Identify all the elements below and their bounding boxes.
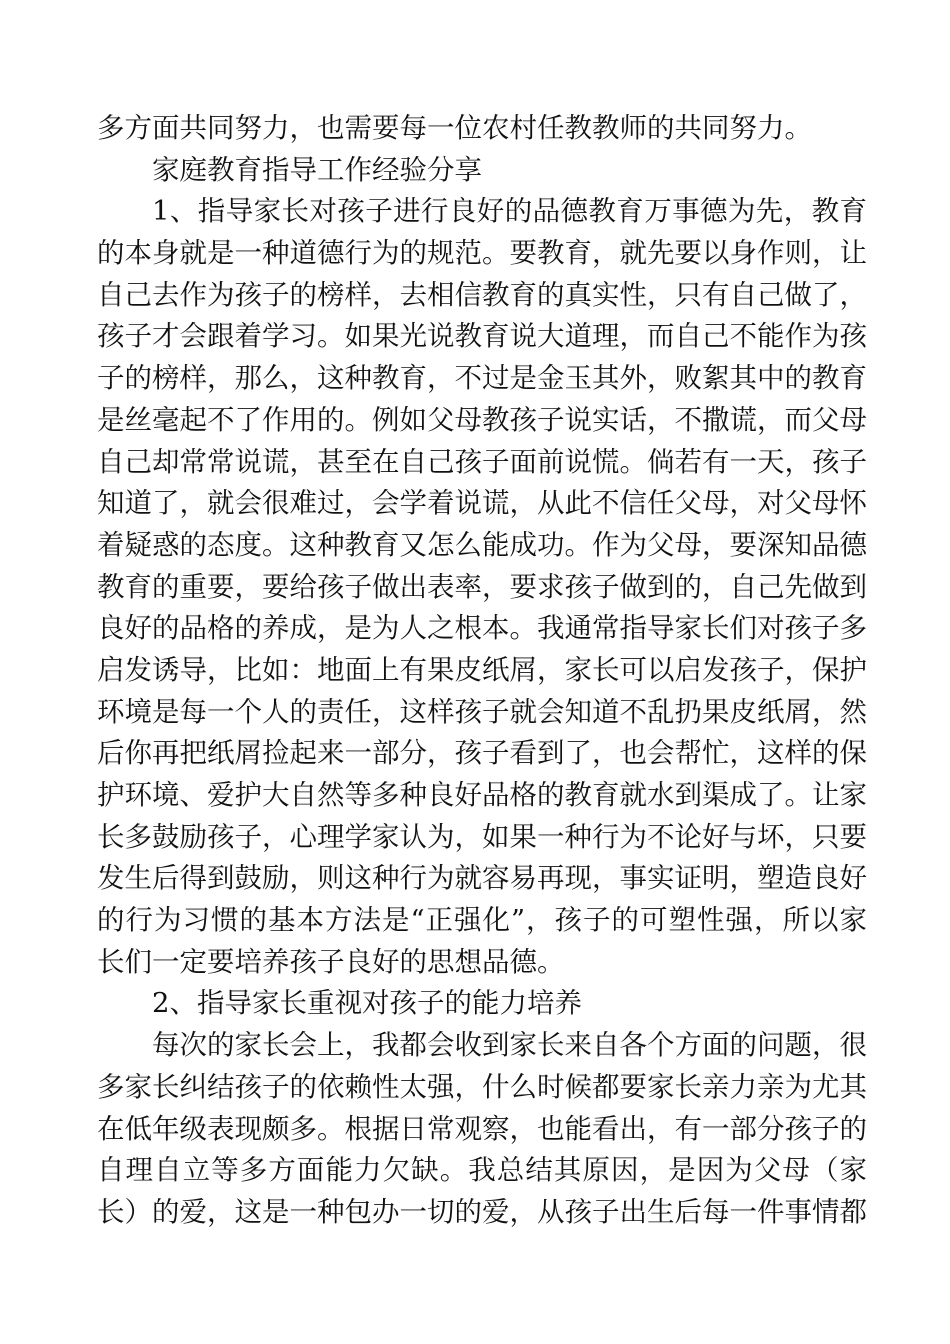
text-line: 的行为习惯的基本方法是“正强化”，孩子的可塑性强，所以家 bbox=[97, 904, 867, 937]
text-line: 的本身就是一种道德行为的规范。要教育，就先要以身作则，让 bbox=[97, 237, 867, 270]
text-line: 子的榜样，那么，这种教育，不过是金玉其外，败絮其中的教育 bbox=[97, 362, 867, 395]
text-line: 自己去作为孩子的榜样，去相信教育的真实性，只有自己做了， bbox=[97, 278, 867, 311]
text-line: 良好的品格的养成，是为人之根本。我通常指导家长们对孩子多 bbox=[97, 612, 867, 645]
text-line: 家庭教育指导工作经验分享 bbox=[152, 153, 482, 186]
text-line: 环境是每一个人的责任，这样孩子就会知道不乱扔果皮纸屑，然 bbox=[97, 695, 867, 728]
text-line: 孩子才会跟着学习。如果光说教育说大道理，而自己不能作为孩 bbox=[97, 320, 867, 353]
text-line: 启发诱导，比如：地面上有果皮纸屑，家长可以启发孩子，保护 bbox=[97, 653, 867, 686]
text-line: 长）的爱，这是一种包办一切的爱，从孩子出生后每一件事情都 bbox=[97, 1195, 867, 1228]
text-line: 长们一定要培养孩子良好的思想品德。 bbox=[97, 945, 565, 978]
text-line: 发生后得到鼓励，则这种行为就容易再现，事实证明，塑造良好 bbox=[97, 862, 867, 895]
text-line: 着疑惑的态度。这种教育又怎么能成功。作为父母，要深知品德 bbox=[97, 528, 867, 561]
document-body bbox=[97, 108, 867, 1234]
text-line: 知道了，就会很难过，会学着说谎，从此不信任父母，对父母怀 bbox=[97, 487, 867, 520]
text-line: 护环境、爱护大自然等多种良好品格的教育就水到渠成了。让家 bbox=[97, 779, 867, 811]
text-line: 每次的家长会上，我都会收到家长来自各个方面的问题，很 bbox=[152, 1029, 867, 1062]
text-line: 是丝毫起不了作用的。例如父母教孩子说实话，不撒谎，而父母 bbox=[97, 403, 867, 436]
text-line: 自理自立等多方面能力欠缺。我总结其原因，是因为父母（家 bbox=[97, 1154, 867, 1187]
text-line: 自己却常常说谎，甚至在自己孩子面前说慌。倘若有一天，孩子 bbox=[97, 445, 867, 478]
text-line: 多方面共同努力，也需要每一位农村任教教师的共同努力。 bbox=[97, 112, 812, 144]
text-line: 后你再把纸屑捡起来一部分，孩子看到了，也会帮忙，这样的保 bbox=[97, 737, 867, 770]
text-line: 多家长纠结孩子的依赖性太强，什么时候都要家长亲力亲为尤其 bbox=[97, 1070, 867, 1103]
text-line: 2、指导家长重视对孩子的能力培养 bbox=[152, 987, 582, 1020]
text-line: 1、指导家长对孩子进行良好的品德教育万事德为先，教育 bbox=[152, 195, 867, 228]
text-line: 教育的重要，要给孩子做出表率，要求孩子做到的，自己先做到 bbox=[97, 570, 867, 603]
text-line: 长多鼓励孩子，心理学家认为，如果一种行为不论好与坏，只要 bbox=[97, 820, 867, 853]
text-line: 在低年级表现颇多。根据日常观察，也能看出，有一部分孩子的 bbox=[97, 1112, 867, 1145]
